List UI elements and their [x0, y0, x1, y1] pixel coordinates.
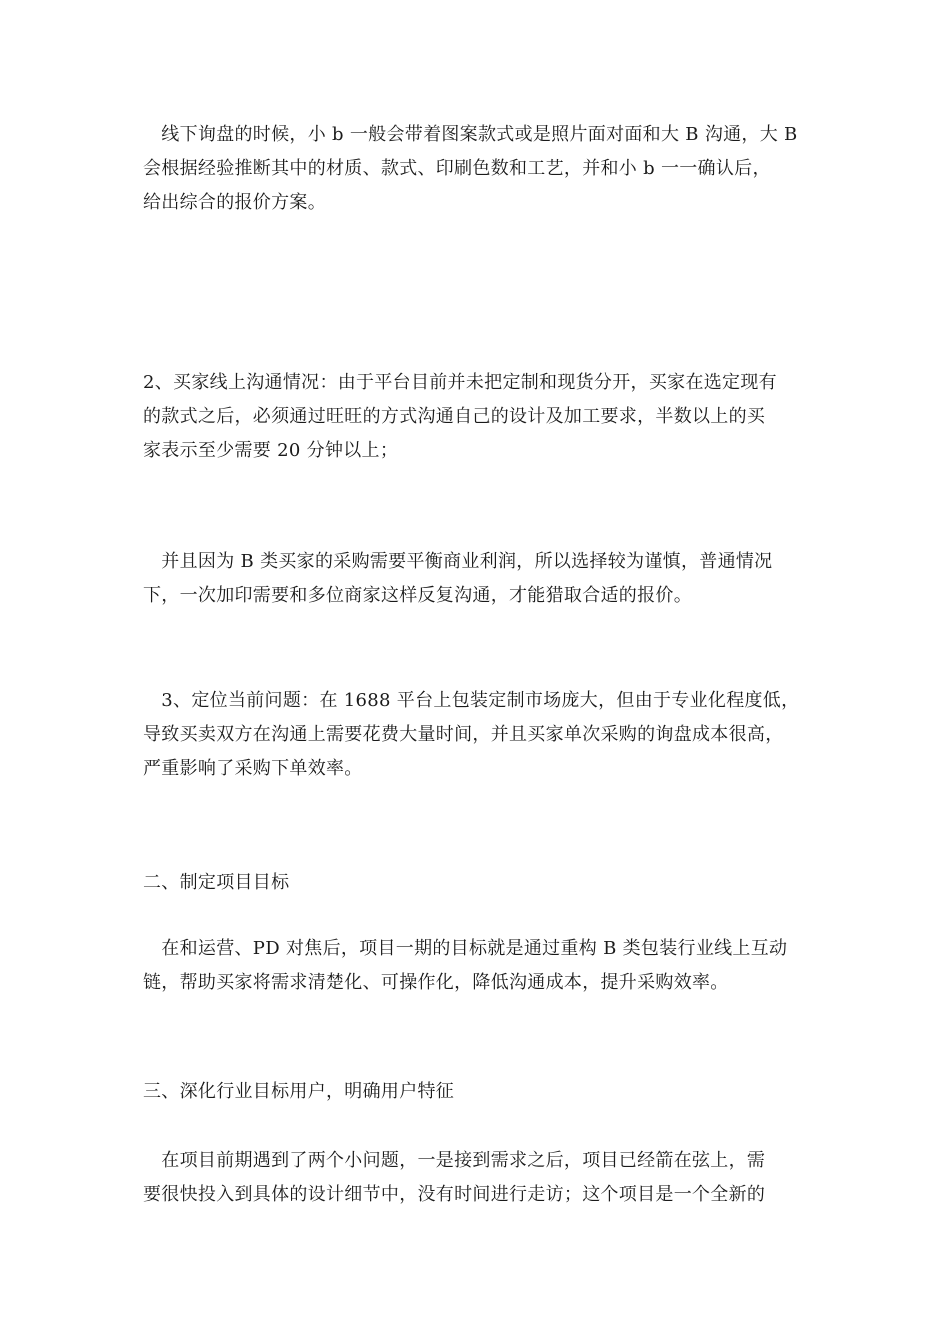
text-line: 2、买家线上沟通情况：由于平台目前并未把定制和现货分开，买家在选定现有 — [143, 372, 777, 393]
paragraph-online-communication — [143, 366, 811, 468]
paragraph-early-problems — [143, 1144, 811, 1212]
paragraph-offline-inquiry — [143, 118, 811, 220]
text-line: 线下询盘的时候，小 b 一般会带着图案款式或是照片面对面和大 B 沟通，大 B — [143, 124, 798, 145]
heading-text: 三、深化行业目标用户，明确用户特征 — [143, 1081, 455, 1102]
text-line: 链，帮助买家将需求清楚化、可操作化，降低沟通成本，提升采购效率。 — [143, 972, 729, 993]
section-heading-target-users — [143, 1075, 811, 1109]
text-line: 的款式之后，必须通过旺旺的方式沟通自己的设计及加工要求，半数以上的买 — [143, 406, 766, 427]
text-line: 下，一次加印需要和多位商家这样反复沟通，才能猎取合适的报价。 — [143, 585, 692, 606]
paragraph-project-goal — [143, 932, 811, 1000]
paragraph-problem-definition — [143, 684, 811, 786]
text-line: 在和运营、PD 对焦后，项目一期的目标就是通过重构 B 类包装行业线上互动 — [143, 938, 788, 959]
text-line: 要很快投入到具体的设计细节中，没有时间进行走访；这个项目是一个全新的 — [143, 1184, 766, 1205]
paragraph-b-buyers — [143, 545, 811, 613]
text-line: 并且因为 B 类买家的采购需要平衡商业利润，所以选择较为谨慎，普通情况 — [143, 551, 773, 572]
heading-text: 二、制定项目目标 — [143, 872, 290, 893]
text-line: 会根据经验推断其中的材质、款式、印刷色数和工艺，并和小 b 一一确认后， — [143, 158, 771, 179]
text-line: 严重影响了采购下单效率。 — [143, 758, 363, 779]
text-line: 导致买卖双方在沟通上需要花费大量时间，并且买家单次采购的询盘成本很高， — [143, 724, 784, 745]
section-heading-project-goal — [143, 866, 811, 900]
text-line: 家表示至少需要 20 分钟以上； — [143, 440, 399, 461]
text-line: 给出综合的报价方案。 — [143, 192, 326, 213]
text-line: 在项目前期遇到了两个小问题，一是接到需求之后，项目已经箭在弦上，需 — [143, 1150, 766, 1171]
text-line: 3、定位当前问题：在 1688 平台上包装定制市场庞大，但由于专业化程度低， — [143, 690, 800, 711]
